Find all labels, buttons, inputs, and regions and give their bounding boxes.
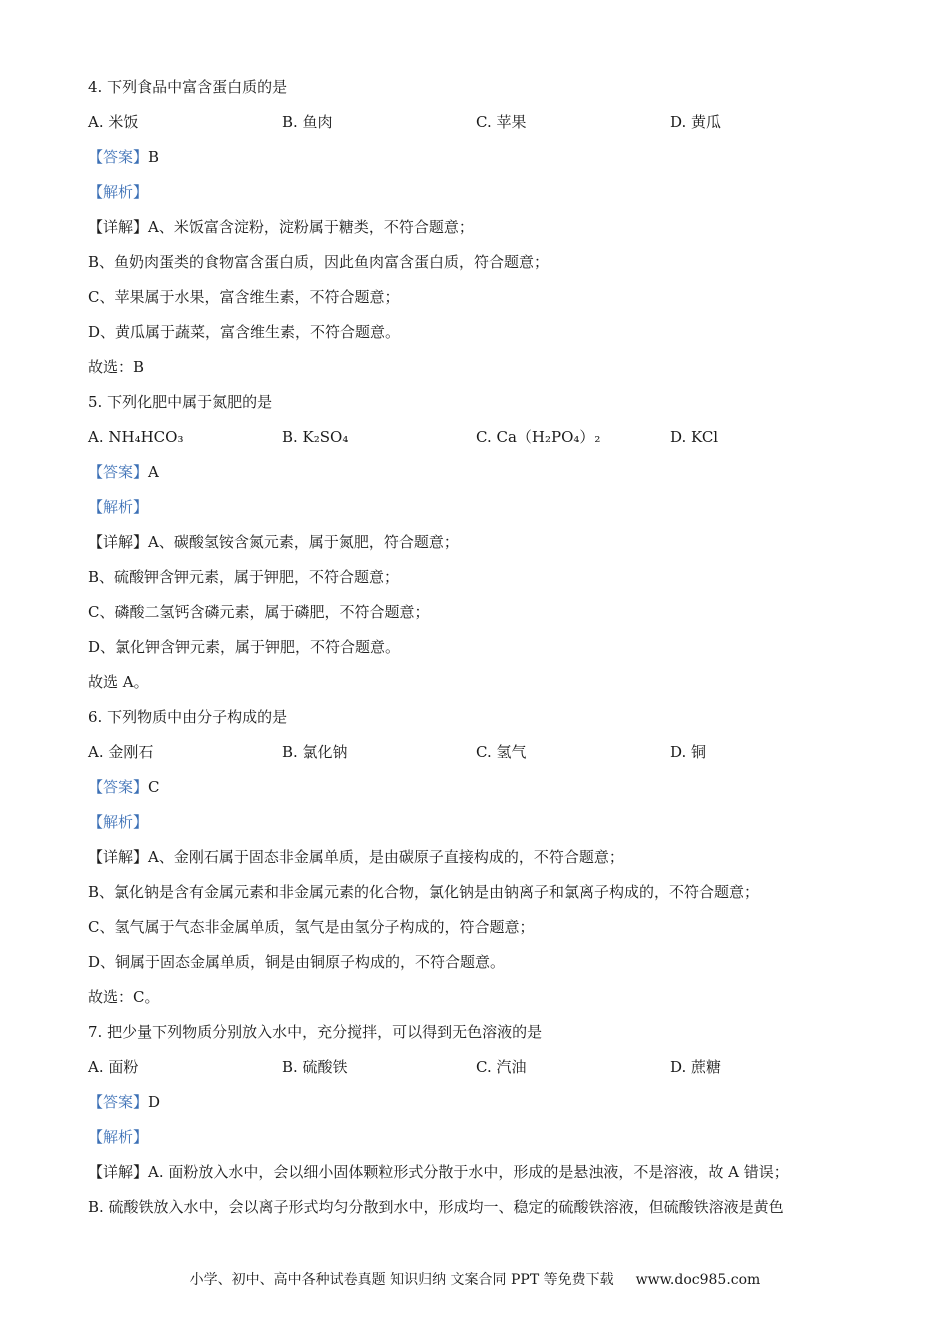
page-footer bbox=[0, 1271, 950, 1289]
option-d: D. 铜 bbox=[670, 743, 707, 761]
detail-line: C、磷酸二氢钙含磷元素，属于磷肥，不符合题意； bbox=[88, 603, 430, 621]
analysis-tag: 【解析】 bbox=[88, 813, 149, 831]
option-d: D. KCl bbox=[670, 428, 719, 446]
question-4: 4. 下列食品中富含蛋白质的是 bbox=[88, 78, 288, 96]
answer-value: A bbox=[148, 463, 159, 481]
analysis-tag: 【解析】 bbox=[88, 1128, 149, 1146]
answer-line bbox=[88, 147, 159, 167]
question-6: 6. 下列物质中由分子构成的是 bbox=[88, 708, 288, 726]
question-7: 7. 把少量下列物质分别放入水中，充分搅拌，可以得到无色溶液的是 bbox=[88, 1023, 543, 1041]
option-b: B. 氯化钠 bbox=[282, 743, 348, 761]
analysis-tag: 【解析】 bbox=[88, 183, 149, 201]
detail-line: B、氯化钠是含有金属元素和非金属元素的化合物，氯化钠是由钠离子和氯离子构成的，不符合题意； bbox=[88, 883, 760, 901]
detail-line bbox=[88, 217, 474, 237]
detail-line bbox=[88, 1162, 789, 1182]
detail-line bbox=[88, 847, 624, 867]
detail-line: C、氢气属于气态非金属单质，氢气是由氢分子构成的，符合题意； bbox=[88, 918, 535, 936]
option-b: B. K₂SO₄ bbox=[282, 428, 349, 446]
analysis-tag: 【解析】 bbox=[88, 498, 149, 516]
option-d: D. 黄瓜 bbox=[670, 113, 722, 131]
answer-value: B bbox=[148, 148, 160, 166]
answer-line bbox=[88, 462, 159, 482]
detail-line: B. 硫酸铁放入水中，会以离子形式均匀分散到水中，形成均一、稳定的硫酸铁溶液，但硫酸铁溶液是黄色 bbox=[88, 1198, 784, 1216]
detail-line: C、苹果属于水果，富含维生素，不符合题意； bbox=[88, 288, 400, 306]
option-c: C. Ca（H₂PO₄）₂ bbox=[476, 428, 601, 446]
question-7-options bbox=[88, 1057, 868, 1077]
detail-line: B、硫酸钾含钾元素，属于钾肥，不符合题意； bbox=[88, 568, 400, 586]
question-5-options bbox=[88, 427, 868, 447]
detail-line bbox=[88, 532, 459, 552]
answer-value: C bbox=[148, 778, 160, 796]
answer-line bbox=[88, 777, 160, 797]
option-b: B. 鱼肉 bbox=[282, 113, 333, 131]
option-a: A. 金刚石 bbox=[88, 743, 154, 761]
answer-tag: 【答案】 bbox=[88, 463, 149, 481]
detail-line: D、黄瓜属于蔬菜，富含维生素，不符合题意。 bbox=[88, 323, 401, 341]
option-a: A. 米饭 bbox=[88, 113, 139, 131]
question-4-options bbox=[88, 112, 868, 132]
option-a: A. 面粉 bbox=[88, 1058, 139, 1076]
detail-tag: 【详解】 bbox=[88, 533, 149, 551]
detail-line: B、鱼奶肉蛋类的食物富含蛋白质，因此鱼肉富含蛋白质，符合题意； bbox=[88, 253, 550, 271]
detail-tag: 【详解】 bbox=[88, 218, 149, 236]
option-d: D. 蔗糖 bbox=[670, 1058, 722, 1076]
footer-text: 小学、初中、高中各种试卷真题 知识归纳 文案合同 PPT 等免费下载 bbox=[189, 1272, 614, 1288]
detail-line: D、氯化钾含钾元素，属于钾肥，不符合题意。 bbox=[88, 638, 401, 656]
detail-text: A、米饭富含淀粉，淀粉属于糖类，不符合题意； bbox=[148, 218, 474, 236]
conclusion: 故选：B bbox=[88, 358, 145, 376]
answer-tag: 【答案】 bbox=[88, 1093, 149, 1111]
option-b: B. 硫酸铁 bbox=[282, 1058, 348, 1076]
detail-line: D、铜属于固态金属单质，铜是由铜原子构成的，不符合题意。 bbox=[88, 953, 506, 971]
conclusion: 故选：C。 bbox=[88, 988, 160, 1006]
footer-link[interactable]: www.doc985.com bbox=[635, 1272, 761, 1288]
conclusion: 故选 A。 bbox=[88, 673, 149, 691]
option-c: C. 氢气 bbox=[476, 743, 527, 761]
detail-text: A、碳酸氢铵含氮元素，属于氮肥，符合题意； bbox=[148, 533, 459, 551]
answer-tag: 【答案】 bbox=[88, 778, 149, 796]
option-c: C. 汽油 bbox=[476, 1058, 527, 1076]
detail-text: A. 面粉放入水中，会以细小固体颗粒形式分散于水中，形成的是悬浊液，不是溶液，故 A 错误； bbox=[148, 1163, 789, 1181]
answer-value: D bbox=[148, 1093, 161, 1111]
question-5: 5. 下列化肥中属于氮肥的是 bbox=[88, 393, 273, 411]
answer-tag: 【答案】 bbox=[88, 148, 149, 166]
option-c: C. 苹果 bbox=[476, 113, 527, 131]
question-6-options bbox=[88, 742, 868, 762]
answer-line bbox=[88, 1092, 160, 1112]
option-a: A. NH₄HCO₃ bbox=[88, 428, 184, 446]
detail-text: A、金刚石属于固态非金属单质，是由碳原子直接构成的，不符合题意； bbox=[148, 848, 624, 866]
detail-tag: 【详解】 bbox=[88, 848, 149, 866]
detail-tag: 【详解】 bbox=[88, 1163, 149, 1181]
